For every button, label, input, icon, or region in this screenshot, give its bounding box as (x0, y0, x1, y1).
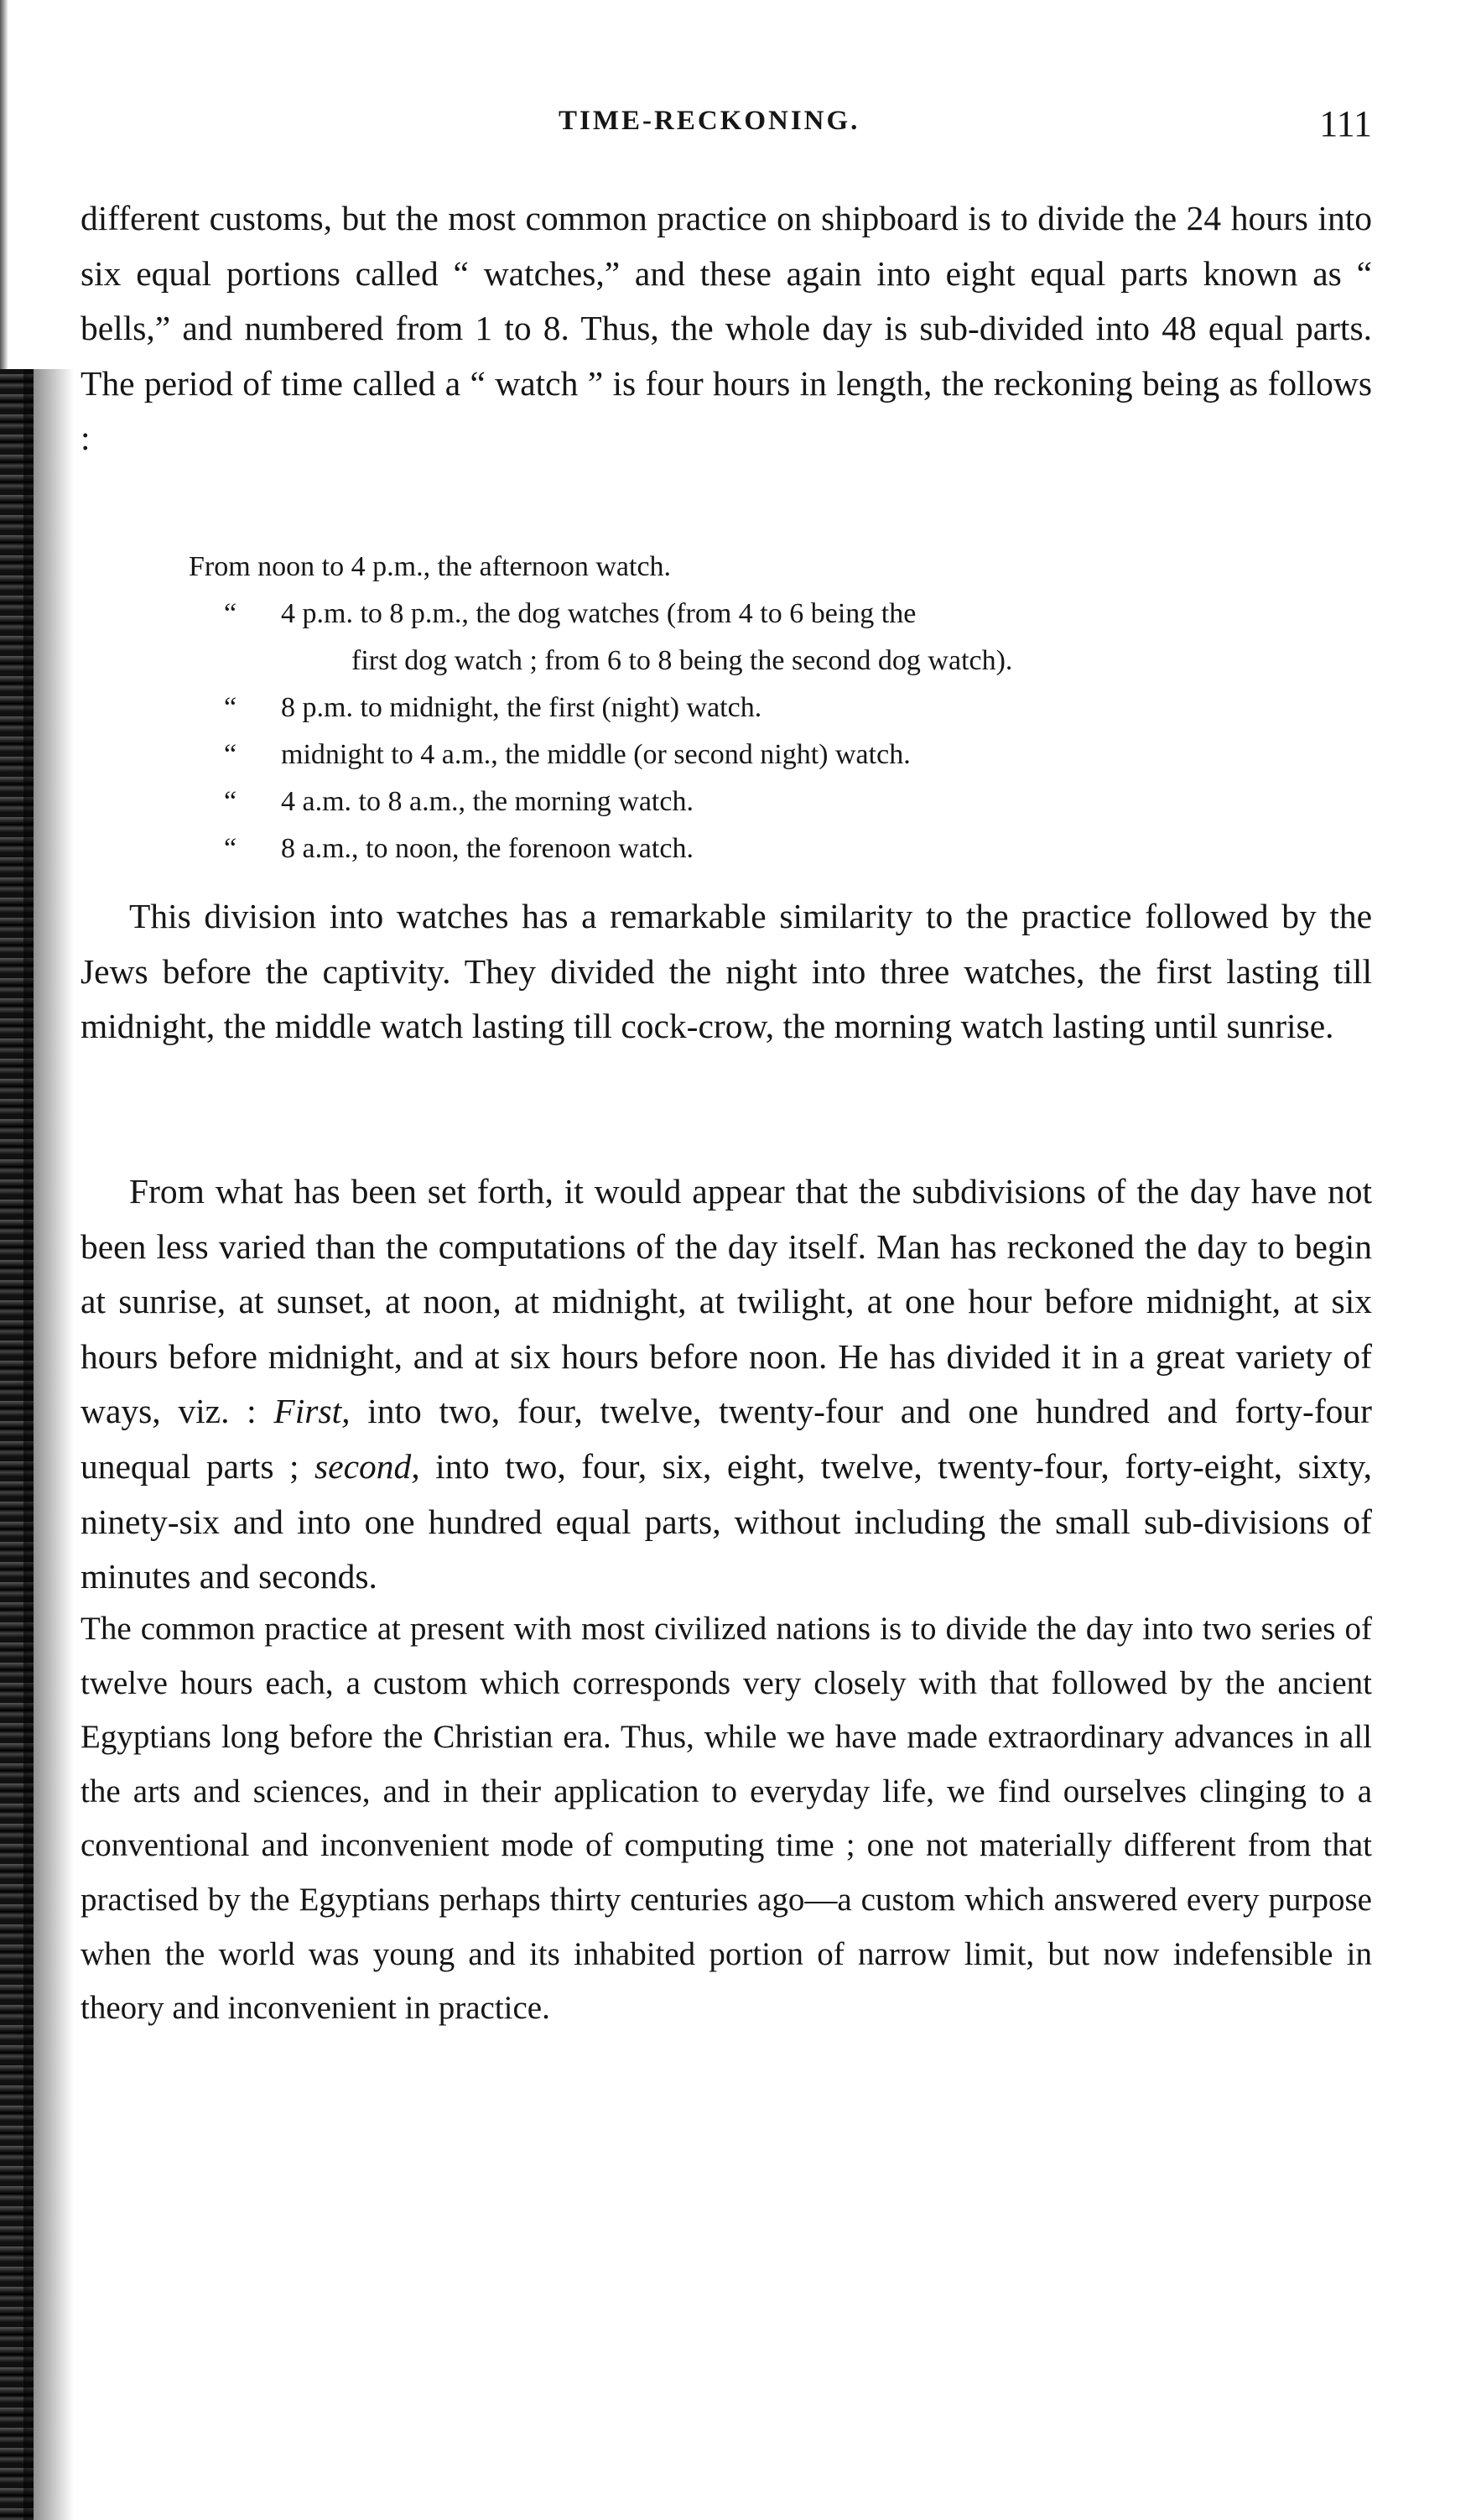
paragraph-text: into two, four, six, eight, twelve, twenty-four, forty-eight, sixty, ninety-six and into one hundred equal parts, without including the small sub-divisions of minutes and seconds. (81, 1446, 1372, 1596)
paragraph-text: From what has been set forth, it would appear that the subdivisions of the day have not been less varied than the computations of the day itself. Man has reckoned the day to begin at sunrise, at sunset, at noon, at midnight, at twilight, at one hour before midnight, at six hours before midnight, and at six hours before noon. He has divided it in a great variety of ways, viz. : (81, 1172, 1372, 1431)
schedule-row (189, 685, 1346, 732)
schedule-row (189, 591, 1346, 638)
ditto-mark: “ (224, 739, 237, 770)
schedule-entry: 4 p.m. to 8 p.m., the dog watches (from 4 to 6 being the (281, 598, 917, 629)
schedule-row (189, 732, 1346, 778)
schedule-entry: 8 p.m. to midnight, the first (night) watch. (281, 692, 762, 723)
ditto-mark: “ (224, 833, 237, 864)
paragraph-jewish-watches: This division into watches has a remarkable similarity to the practice followed by the Jews before the captivity. They divided the night into three watches, the first lasting till midnight, the middle watch lasting till cock-crow, the morning watch lasting until sunrise. (81, 897, 1372, 1046)
paragraph-modern-practice: The common practice at present with most civilized nations is to divide the day into two series of twelve hours each, a custom which corresponds very closely with that followed by the ancient Egyptians long before the Christian era. Thus, while we have made extraordinary advances in all the arts and sciences, and in their application to everyday life, we find ourselves clinging to a conventional and inconvenient mode of computing time ; one not materially different from that practised by the Egyptians perhaps thirty centuries ago—a custom which answered every purpose when the world was young and its inhabited portion of narrow limit, but now indefensible in theory and inconvenient in practice. (81, 1611, 1372, 2027)
page-edge-shadow (0, 0, 8, 369)
schedule-row-continuation (189, 638, 1346, 685)
running-head: TIME-RECKONING. (559, 106, 860, 136)
ditto-mark: “ (224, 598, 237, 629)
paragraph-watches-intro: different customs, but the most common practice on shipboard is to divide the 24 hours into six equal portions called “ watches,” and these again into eight equal parts known as “ bells,” and numbered from 1 to 8. Thus, the whole day is sub-divided into 48 equal parts. The period of time called a “ watch ” is four hours in length, the reckoning being as follows : (81, 199, 1372, 458)
page-number: 111 (1319, 103, 1372, 144)
page-header (81, 102, 1372, 153)
schedule-row (189, 778, 1346, 825)
schedule-entry: From noon to 4 p.m., the afternoon watch. (189, 551, 672, 582)
ditto-mark: “ (224, 692, 237, 723)
schedule-entry: 4 a.m. to 8 a.m., the morning watch. (281, 786, 694, 817)
ditto-mark: “ (224, 786, 237, 817)
paragraph-subdivisions (81, 1164, 1372, 1605)
paragraph-text: into two, four, twelve, twenty-four and one hundred and forty-four unequal parts ; (81, 1392, 1372, 1486)
schedule-entry: first dog watch ; from 6 to 8 being the second dog watch). (351, 645, 1013, 676)
schedule-row (189, 825, 1346, 872)
schedule-entry: 8 a.m., to noon, the forenoon watch. (281, 833, 694, 864)
binding-shadow (23, 369, 74, 2520)
emphasis-second: second, (314, 1446, 420, 1486)
schedule-row (189, 544, 1346, 591)
emphasis-first: First, (273, 1392, 351, 1431)
schedule-entry: midnight to 4 a.m., the middle (or second night) watch. (281, 739, 911, 770)
watch-schedule (189, 544, 1346, 872)
